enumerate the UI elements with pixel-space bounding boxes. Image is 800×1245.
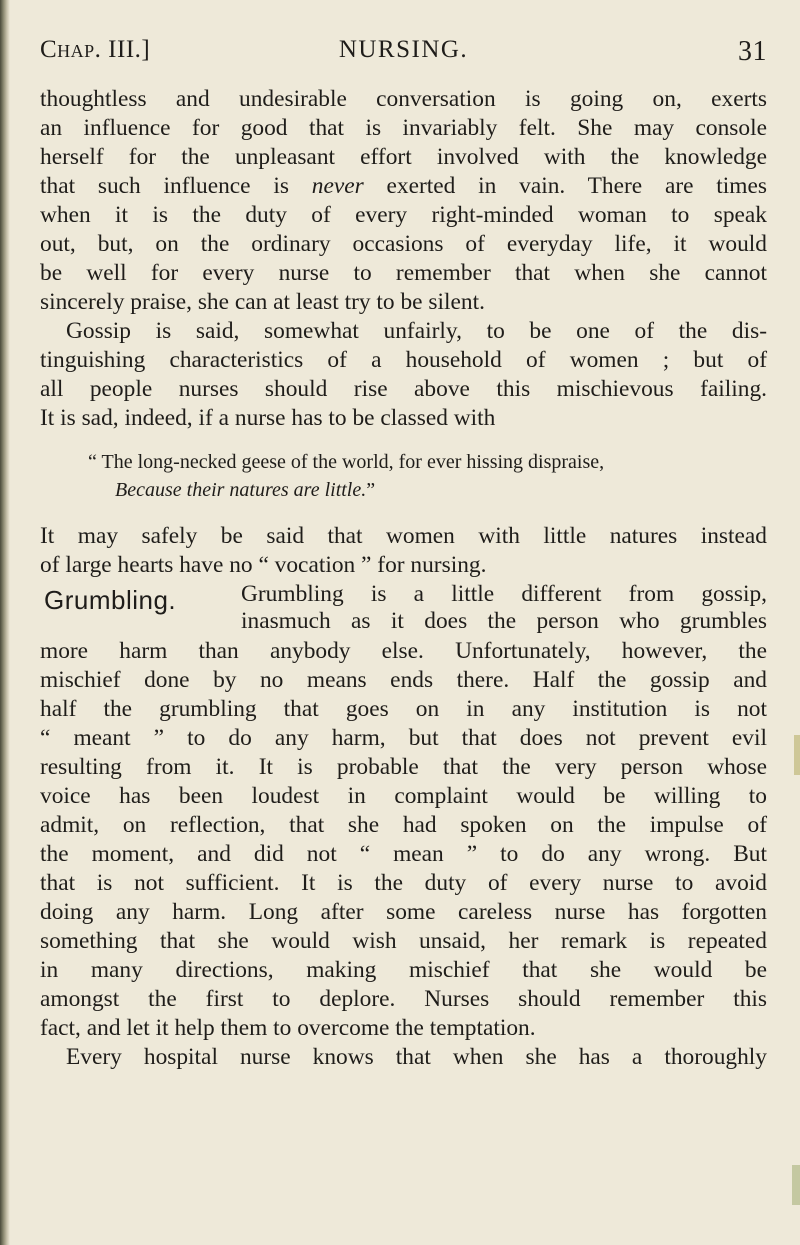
text-line: It is sad, indeed, if a nurse has to be classed with	[40, 405, 496, 431]
running-head	[40, 36, 767, 76]
text-line: doing any harm. Long after some careless nurse has forgotten	[40, 899, 767, 925]
text-line: out, but, on the ordinary occasions of everyday life, it would	[40, 231, 767, 257]
quotation-line: Because their natures are little.”	[115, 479, 376, 501]
text-line: Gossip is said, somewhat unfairly, to be one of the dis-	[66, 318, 767, 344]
paper-stain	[794, 735, 800, 775]
text-line: Every hospital nurse knows that when she has a thoroughly	[66, 1044, 767, 1070]
text-line: Grumbling is a little different from gossip,	[241, 581, 767, 607]
text-line: voice has been loudest in complaint would be willing to	[40, 783, 767, 809]
text-line: all people nurses should rise above this mischievous failing.	[40, 376, 767, 402]
text-line: mischief done by no means ends there. Half the gossip and	[40, 667, 767, 693]
text-line: in many directions, making mischief that she would be	[40, 957, 767, 983]
text-line: that is not sufficient. It is the duty of every nurse to avoid	[40, 870, 767, 896]
paper-stain	[792, 1165, 800, 1205]
text-line: It may safely be said that women with little natures instead	[40, 523, 767, 549]
text-line: that such influence is never exerted in vain. There are times	[40, 173, 767, 199]
text-line: amongst the first to deplore. Nurses should remember this	[40, 986, 767, 1012]
text-line: inasmuch as it does the person who grumbles	[241, 608, 767, 634]
text-line: an influence for good that is invariably felt. She may console	[40, 115, 767, 141]
text-line: the moment, and did not “ mean ” to do any wrong. But	[40, 841, 767, 867]
text-line: “ meant ” to do any harm, but that does not prevent evil	[40, 725, 767, 751]
text-line: admit, on reflection, that she had spoken on the impulse of	[40, 812, 767, 838]
text-line: thoughtless and undesirable conversation is going on, exerts	[40, 86, 767, 112]
text-line: when it is the duty of every right-minded woman to speak	[40, 202, 767, 228]
text-line: half the grumbling that goes on in any institution is not	[40, 696, 767, 722]
text-line: something that she would wish unsaid, her remark is repeated	[40, 928, 767, 954]
page-edge-shadow	[0, 0, 10, 1245]
text-line: herself for the unpleasant effort involved with the knowledge	[40, 144, 767, 170]
page-number: 31	[738, 36, 767, 67]
text-line: resulting from it. It is probable that the very person whose	[40, 754, 767, 780]
quotation-line: “ The long-necked geese of the world, for ever hissing dispraise,	[88, 451, 605, 473]
emphasis-never: never	[311, 173, 364, 199]
chapter-label: Chap. III.]	[40, 36, 151, 63]
text-line: sincerely praise, she can at least try to be silent.	[40, 289, 485, 315]
text-line: fact, and let it help them to overcome the temptation.	[40, 1015, 536, 1041]
text-line: tinguishing characteristics of a household of women ; but of	[40, 347, 767, 373]
text-line: be well for every nurse to remember that when she cannot	[40, 260, 767, 286]
side-heading-grumbling: Grumbling.	[44, 585, 177, 615]
text-line: of large hearts have no “ vocation ” for nursing.	[40, 552, 487, 578]
text-line: more harm than anybody else. Unfortunately, however, the	[40, 638, 767, 664]
page-title: NURSING.	[338, 36, 469, 63]
